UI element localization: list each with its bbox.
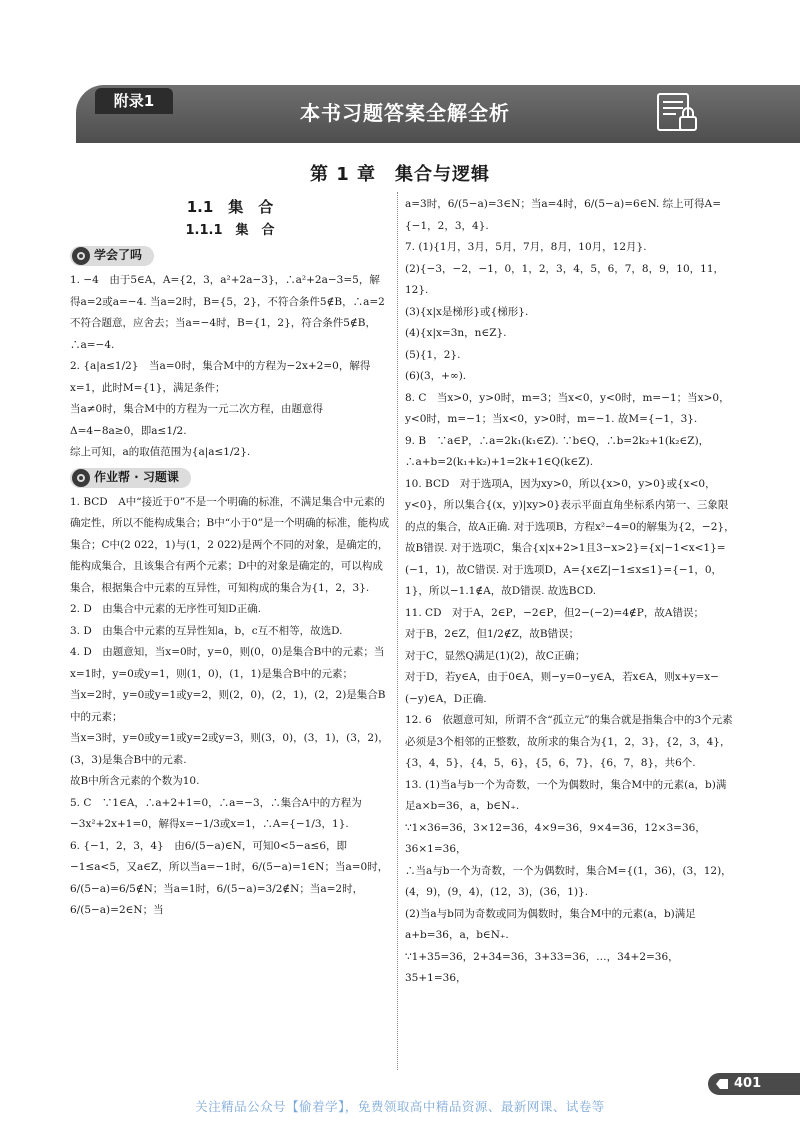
answer-item: (4){x|x=3n，n∈Z}. — [405, 327, 507, 339]
page-title: 本书习题答案全解全析 — [300, 101, 510, 125]
learn-heading: 学会了吗 — [70, 246, 390, 266]
answer-item: ∵1+35=36，2+34=36，3+33=36，…，34+2=36，35+1=36， — [405, 950, 679, 984]
answer-item: 3. D 由集合中元素的互异性知a，b，c互不相等，故选D. — [70, 624, 343, 637]
answer-item: 6. {−1，2，3，4} 由6/(5−a)∈N，可知0<5−a≤6，即−1≤a<5，又a∈Z，所以当a=−1时，6/(5−a)=1∈N；当a=0时，6/(5−a)=6/5∉N；当a=1时，6/(5−a)=3/2∉N；当a=2时，6/(5−a)=2∈N；当 — [70, 839, 389, 916]
chapter-title: 第 1 章 集合与逻辑 — [309, 164, 491, 185]
footer-watermark: 关注精品公众号【偷着学】，免费领取高中精品资源、最新网课、试卷等 — [195, 1099, 605, 1114]
target-icon — [72, 247, 90, 265]
answer-item: (2){−3，−2，−1，0，1，2，3，4，5，6，7，8，9，10，11，12}. — [405, 262, 725, 296]
answer-item: (5){1，2}. — [405, 348, 461, 361]
answer-item: (2)当a与b同为奇数或同为偶数时，集合M中的元素(a，b)满足a+b=36，a，b∈N₊. — [405, 907, 696, 941]
answer-item: 13. (1)当a与b一个为奇数，一个为偶数时，集合M中的元素(a，b)满足a×b=36，a，b∈N₊. — [405, 778, 727, 812]
answer-item: 12. 6 依题意可知，所谓不含“孤立元”的集合就是指集合中的3个元素必须是3个相邻的正整数，故所求的集合为{1，2，3}，{2，3，4}，{3，4，5}，{4，5，6}，{5，6，7}，{6，7，8}，共6个. — [405, 714, 733, 769]
answer-item: 11. CD 对于A，2∈P，−2∈P，但2−(−2)=4∉P，故A错误； — [405, 606, 704, 619]
answer-item: (6)(3，+∞). — [405, 370, 467, 382]
answer-item: 1. BCD A中“接近于0”不是一个明确的标准，不满足集合中元素的确定性，所以不能构成集合；B中“小于0”是一个明确的标准，能构成集合；C中(2 022，1)与(1，2 022)是两个不同的对象，是确定的，能构成集合，且该集合有两个元素；D中的对象是确定的，可以构成集合，根据集合中元素的互异性，可知构成的集合为{1，2，3}. — [70, 495, 390, 594]
answer-item: 对于C，显然Q满足(1)(2)，故C正确； — [405, 649, 586, 662]
answer-item: 对于D，若y∈A，由于0∈A，则−y=0−y∈A，若x∈A，则x+y=x−(−y)∈A，D正确. — [405, 671, 719, 705]
homework-heading: 作业帮 · 习题课 — [70, 468, 390, 488]
answer-item: 1. −4 由于5∈A，A={2，3，a²+2a−3}，∴a²+2a−3=5，解得a=2或a=−4. 当a=2时，B={5，2}，不符合条件5∉B，∴a=2不符合题意，应舍去；当a=−4时，B={1，2}，符合条件5∉B，∴a=−4. — [70, 274, 385, 351]
subsection-title: 1.1.1 集 合 — [185, 223, 275, 238]
answer-item: 故B中所含元素的个数为10. — [70, 775, 200, 787]
page-arrow-icon — [716, 1079, 728, 1089]
answer-item: (3){x|x是梯形}或{梯形}. — [405, 305, 529, 318]
answer-item: a=3时，6/(5−a)=3∈N；当a=4时，6/(5−a)=6∈N. 综上可得A={−1，2，3，4}. — [405, 198, 722, 232]
answer-item: 综上可知，a的取值范围为{a|a≤1/2}. — [70, 446, 251, 458]
answer-item: 对于B，2∈Z，但1/2∉Z，故B错误； — [405, 628, 580, 640]
answer-item: 5. C ∵1∈A，∴a+2+1=0，∴a=−3，∴集合A中的方程为−3x²+2x+1=0，解得x=−1/3或x=1，∴A={−1/3，1}. — [70, 796, 362, 830]
document-lock-icon — [654, 90, 700, 136]
answer-item: 当x=3时，y=0或y=1或y=2或y=3，则(3，0)，(3，1)，(3，2)，(3，3)是集合B中的元素. — [70, 732, 389, 766]
target-icon — [72, 469, 90, 487]
column-divider — [397, 192, 398, 1070]
answer-item: 7. (1){1月，3月，5月，7月，8月，10月，12月}. — [405, 241, 647, 253]
answer-item: 2. {a|a≤1/2} 当a=0时，集合M中的方程为−2x+2=0，解得x=1，此时M={1}，满足条件； — [70, 360, 371, 394]
answer-item: 8. C 当x>0，y>0时，m=3；当x<0，y<0时，m=−1；当x>0，y<0时，m=−1；当x<0，y>0时，m=−1. 故M={−1，3}. — [405, 391, 730, 425]
section-title: 1.1 集 合 — [186, 198, 274, 216]
left-column — [70, 194, 390, 922]
appendix-tab: 附录1 — [95, 88, 173, 114]
right-column — [405, 194, 735, 990]
answer-item: 9. B ∵a∈P，∴a=2k₁(k₁∈Z). ∵b∈Q，∴b=2k₂+1(k₂∈Z)，∴a+b=2(k₁+k₂)+1=2k+1∈Q(k∈Z). — [405, 434, 710, 468]
answer-item: ∵1×36=36，3×12=36，4×9=36，9×4=36，12×3=36，36×1=36， — [405, 821, 706, 855]
answer-item: ∴当a与b一个为奇数，一个为偶数时，集合M={(1，36)，(3，12)，(4，9)，(9，4)，(12，3)，(36，1)}. — [405, 864, 732, 898]
page-number: 401 — [708, 1073, 800, 1095]
answer-item: 当a≠0时，集合M中的方程为一元二次方程，由题意得Δ=4−8a≥0，即a≤1/2. — [70, 403, 323, 437]
answer-item: 当x=2时，y=0或y=1或y=2，则(2，0)，(2，1)，(2，2)是集合B中的元素； — [70, 689, 386, 723]
answer-item: 4. D 由题意知，当x=0时，y=0，则(0，0)是集合B中的元素；当x=1时，y=0或y=1，则(1，0)，(1，1)是集合B中的元素； — [70, 646, 385, 680]
answer-item: 10. BCD 对于选项A，因为xy>0，所以{x>0，y>0}或{x<0，y<0}，所以集合{(x，y)|xy>0}表示平面直角坐标系内第一、三象限的点的集合，故A正确. 对于选项B，方程x²−4=0的解集为{2，−2}，故B错误. 对于选项C，集合{x|x+2>1且3−x>2}={x|−1<x<1}=(−1，1)，故C错误. 对于选项D，A={x∈Z|−1≤x≤1}={−1，0，1}，所以−1.1∉A，故D错误. 故选BCD. — [405, 477, 735, 597]
answer-item: 2. D 由集合中元素的无序性可知D正确. — [70, 603, 262, 615]
